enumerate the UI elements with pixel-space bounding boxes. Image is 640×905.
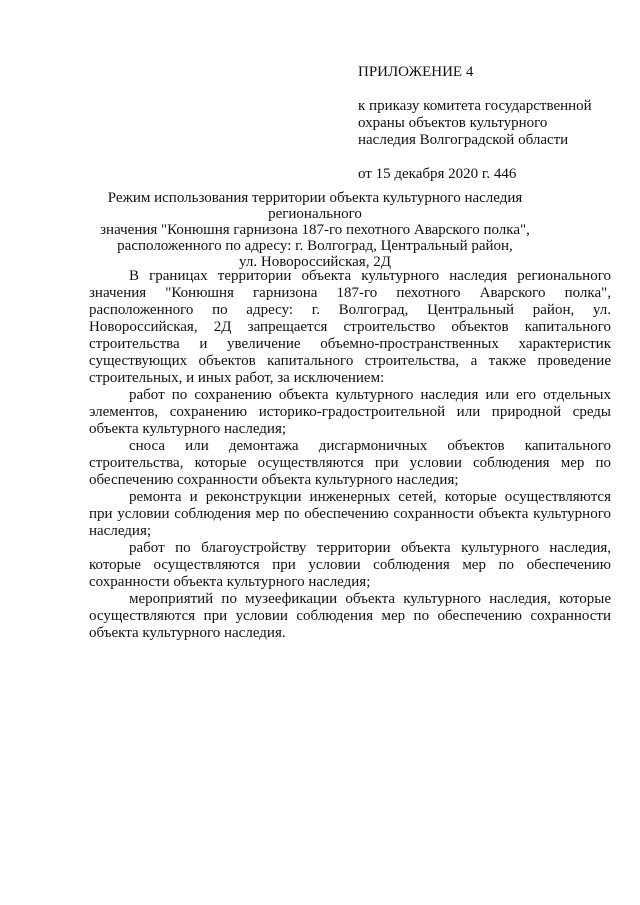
- appendix-order: [358, 98, 618, 149]
- appendix-label: ПРИЛОЖЕНИЕ 4: [358, 64, 474, 80]
- title-line: значения "Конюшня гарнизона 187-го пехотного Аварского полка",: [100, 222, 530, 238]
- appendix-order-line: наследия Волгоградской области: [358, 132, 569, 148]
- title-line: расположенного по адресу: г. Волгоград, Центральный район,: [117, 238, 513, 254]
- appendix-header: [358, 64, 618, 183]
- exception-item: работ по благоустройству территории объекта культурного наследия, которые осуществляются при условии соблюдения мер по обеспечению сохранности объекта культурного наследия;: [89, 540, 611, 590]
- exception-item: сноса или демонтажа дисгармоничных объектов капитального строительства, которые осуществляются при условии соблюдения мер по обеспечению сохранности объекта культурного наследия;: [89, 438, 611, 488]
- exception-item: мероприятий по музеефикации объекта культурного наследия, которые осуществляются при условии соблюдения мер по обеспечению сохранности объекта культурного наследия.: [89, 591, 611, 641]
- document-title: [80, 190, 550, 270]
- appendix-order-line: к приказу комитета государственной: [358, 98, 592, 114]
- title-line: ул. Новороссийская, 2Д: [239, 254, 391, 270]
- intro-paragraph: В границах территории объекта культурного наследия регионального значения "Конюшня гарнизона 187-го пехотного Аварского полка", расположенного по адресу: г. Волгоград, Центральный район, ул. Новороссийская, 2Д запрещается строительство объектов капитального строительства и увеличение объемно-пространственных характеристик существующих объектов капитального строительства, а также проведение строительных, и иных работ, за исключением:: [89, 268, 611, 386]
- document-body: [89, 268, 611, 642]
- exception-item: работ по сохранению объекта культурного наследия или его отдельных элементов, сохранению историко-градостроительной или природной среды объекта культурного наследия;: [89, 387, 611, 437]
- appendix-date: от 15 декабря 2020 г. 446: [358, 166, 517, 182]
- title-line: Режим использования территории объекта культурного наследия регионального: [107, 190, 523, 222]
- appendix-order-line: охраны объектов культурного: [358, 115, 548, 131]
- exception-item: ремонта и реконструкции инженерных сетей, которые осуществляются при условии соблюдения мер по обеспечению сохранности объекта культурного наследия;: [89, 489, 611, 539]
